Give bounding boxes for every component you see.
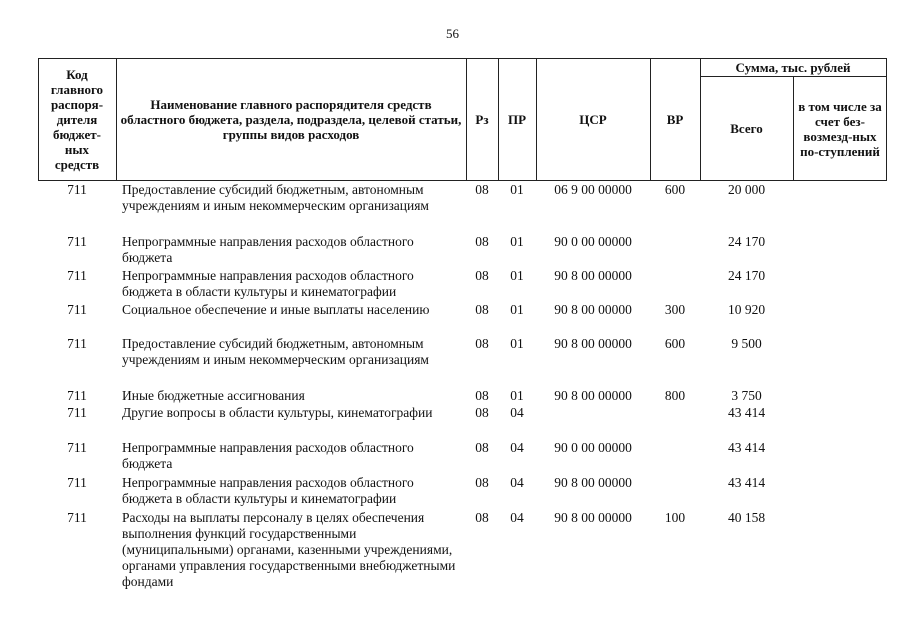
cell-name: Непрограммные направления расходов областного бюджета — [122, 234, 414, 265]
cell-rz: 08 — [475, 510, 489, 525]
cell-code: 711 — [67, 302, 87, 317]
cell-pr: 04 — [510, 440, 524, 455]
cell-total: 43 414 — [727, 475, 766, 490]
cell-csr: 90 8 00 00000 — [554, 510, 632, 525]
cell-total: 3 750 — [731, 388, 762, 403]
page-number: 56 — [446, 26, 459, 41]
cell-pr: 01 — [510, 302, 524, 317]
cell-pr: 01 — [510, 336, 524, 351]
cell-code: 711 — [67, 234, 87, 249]
cell-name: Непрограммные направления расходов областного бюджета — [122, 440, 414, 471]
cell-total: 9 500 — [731, 336, 762, 351]
cell-pr: 01 — [510, 268, 524, 283]
cell-vr: 600 — [664, 336, 686, 351]
header-code: Код главного распоря-дителя бюджет-ных средств — [50, 67, 104, 172]
cell-vr: 600 — [664, 182, 686, 197]
cell-pr: 01 — [510, 182, 524, 197]
cell-code: 711 — [67, 510, 87, 525]
cell-pr: 01 — [510, 234, 524, 249]
cell-name: Предоставление субсидий бюджетным, автономным учреждениям и иным некоммерческим организациям — [122, 182, 429, 213]
header-free: в том числе за счет без-возмезд-ных по-ступлений — [798, 99, 882, 159]
header-csr: ЦСР — [579, 112, 607, 127]
cell-rz: 08 — [475, 302, 489, 317]
cell-rz: 08 — [475, 440, 489, 455]
header-vr: ВР — [666, 112, 684, 127]
cell-name: Расходы на выплаты персоналу в целях обеспечения выполнения функций государственными (муниципальными) органами, казенными учреждениями, органами управления государственными внебюджетными фондами — [122, 510, 456, 589]
cell-code: 711 — [67, 336, 87, 351]
cell-name: Предоставление субсидий бюджетным, автономным учреждениям и иным некоммерческим организациям — [122, 336, 429, 367]
cell-total: 43 414 — [727, 440, 766, 455]
cell-name: Другие вопросы в области культуры, кинематографии — [122, 405, 433, 420]
cell-csr: 90 0 00 00000 — [554, 234, 632, 249]
cell-code: 711 — [67, 182, 87, 197]
cell-code: 711 — [67, 388, 87, 403]
header-pr: ПР — [507, 112, 527, 127]
cell-rz: 08 — [475, 388, 489, 403]
cell-rz: 08 — [475, 336, 489, 351]
cell-total: 10 920 — [727, 302, 766, 317]
cell-code: 711 — [67, 475, 87, 490]
cell-name: Иные бюджетные ассигнования — [122, 388, 305, 403]
cell-total: 24 170 — [727, 234, 766, 249]
cell-csr: 90 8 00 00000 — [554, 302, 632, 317]
cell-total: 43 414 — [727, 405, 766, 420]
header-col-line-8 — [886, 58, 887, 181]
header-col-line-1 — [116, 58, 117, 181]
header-col-line-7 — [793, 77, 794, 181]
header-rz: Рз — [475, 112, 489, 127]
cell-pr: 04 — [510, 405, 524, 420]
cell-pr: 04 — [510, 510, 524, 525]
cell-rz: 08 — [475, 405, 489, 420]
cell-vr: 100 — [664, 510, 686, 525]
cell-csr: 90 0 00 00000 — [554, 440, 632, 455]
cell-rz: 08 — [475, 234, 489, 249]
cell-name: Непрограммные направления расходов областного бюджета в области культуры и кинематографии — [122, 268, 414, 299]
cell-csr: 90 8 00 00000 — [554, 336, 632, 351]
cell-total: 24 170 — [727, 268, 766, 283]
cell-name: Непрограммные направления расходов областного бюджета в области культуры и кинематографии — [122, 475, 414, 506]
header-total: Всего — [730, 121, 763, 136]
cell-total: 20 000 — [727, 182, 766, 197]
header-name: Наименование главного распорядителя средств областного бюджета, раздела, подраздела, целевой статьи, группы видов расходов — [120, 97, 462, 142]
header-border-bottom — [38, 180, 886, 181]
cell-code: 711 — [67, 405, 87, 420]
cell-pr: 01 — [510, 388, 524, 403]
cell-csr: 90 8 00 00000 — [554, 268, 632, 283]
cell-pr: 04 — [510, 475, 524, 490]
cell-name: Социальное обеспечение и иные выплаты населению — [122, 302, 430, 317]
cell-rz: 08 — [475, 268, 489, 283]
cell-code: 711 — [67, 268, 87, 283]
cell-vr: 800 — [664, 388, 686, 403]
cell-rz: 08 — [475, 182, 489, 197]
header-col-line-0 — [38, 58, 39, 181]
cell-csr: 90 8 00 00000 — [554, 388, 632, 403]
cell-total: 40 158 — [727, 510, 766, 525]
cell-csr: 90 8 00 00000 — [554, 475, 632, 490]
cell-csr: 06 9 00 00000 — [554, 182, 632, 197]
cell-code: 711 — [67, 440, 87, 455]
cell-vr: 300 — [664, 302, 686, 317]
header-sum: Сумма, тыс. рублей — [735, 60, 851, 75]
cell-rz: 08 — [475, 475, 489, 490]
